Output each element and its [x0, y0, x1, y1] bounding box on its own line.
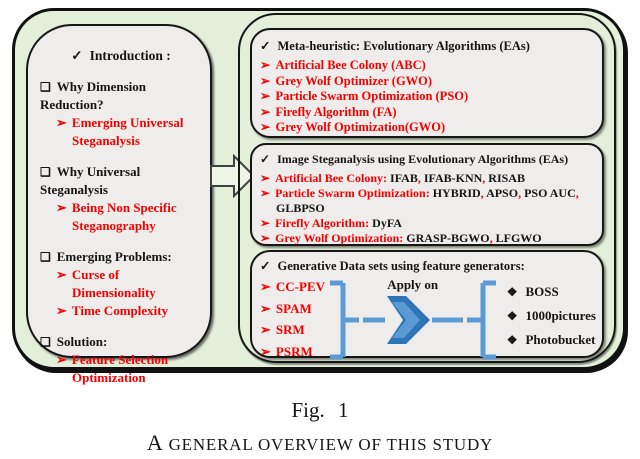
text-segment: Particle Swarm Optimization: — [275, 186, 433, 200]
datasets-flow-row — [260, 276, 596, 362]
steganalysis-item — [260, 231, 596, 246]
dataset-label: Photobucket — [525, 332, 596, 347]
text-segment: Grey Wolf Optimization: — [275, 231, 407, 245]
left-sections — [40, 78, 202, 387]
section-heading — [40, 163, 202, 199]
feature-generator-label: SPAM — [275, 300, 312, 316]
generative-datasets-box — [250, 250, 604, 358]
arrow-bullet-icon: ➢ — [260, 73, 271, 88]
apply-on-connector — [361, 276, 465, 349]
arrow-bullet-icon: ➢ — [56, 115, 67, 130]
arrow-bullet-icon: ➢ — [260, 216, 271, 230]
arrow-bullet-icon: ➢ — [260, 104, 271, 119]
dataset-item — [507, 328, 596, 352]
section-heading — [40, 333, 202, 351]
section-subitem — [40, 302, 202, 320]
algorithm-item — [260, 105, 596, 121]
algorithm-item-label: Firefly Algorithm (FA) — [275, 104, 397, 119]
left-section — [40, 78, 202, 150]
arrow-bullet-icon: ➢ — [56, 352, 67, 367]
check-icon: ✓ — [260, 152, 271, 166]
algorithm-item-label: Grey Wolf Optimization(GWO) — [275, 120, 446, 134]
feature-generator-label: CC-PEV — [275, 279, 326, 294]
square-bullet-icon: ❑ — [40, 335, 51, 349]
meta-heuristic-title — [260, 38, 596, 55]
arrow-bullet-icon: ➢ — [260, 322, 271, 337]
arrow-bullet-icon: ➢ — [260, 171, 271, 185]
text-segment: GRASP-BGWO — [406, 231, 490, 245]
arrow-bullet-icon: ➢ — [56, 267, 67, 282]
dataset-label: BOSS — [525, 284, 559, 299]
text-segment: IFAB — [390, 171, 418, 185]
text-segment: LFGWO — [495, 231, 542, 245]
section-subitem-label: Time Complexity — [71, 303, 169, 318]
introduction-title — [40, 48, 202, 64]
right-group-bracket-icon — [465, 280, 499, 360]
diamond-bullet-icon: ❖ — [506, 309, 518, 323]
algorithm-item-label: Particle Swarm Optimization (PSO) — [275, 89, 469, 103]
arrow-bullet-icon: ➢ — [260, 300, 271, 316]
feature-generator-item — [260, 319, 327, 341]
steganalysis-item — [260, 186, 596, 216]
text-segment: , — [480, 186, 487, 200]
section-heading — [40, 78, 202, 114]
section-heading-label: Why Universal Steganalysis — [40, 164, 141, 197]
dataset-list — [507, 276, 596, 352]
feature-generator-item — [260, 341, 327, 363]
arrow-bullet-icon: ➢ — [260, 89, 271, 103]
figure-label: Fig. 1 — [291, 398, 349, 422]
arrow-bullet-icon: ➢ — [260, 186, 271, 200]
image-steganalysis-title — [260, 151, 596, 168]
text-segment: , — [575, 186, 579, 200]
dataset-label: 1000pictures — [525, 308, 596, 323]
steganalysis-item — [260, 216, 596, 231]
left-section — [40, 333, 202, 387]
text-segment: DyFA — [372, 216, 402, 230]
arrow-bullet-icon: ➢ — [260, 279, 271, 294]
arrow-bullet-icon: ➢ — [260, 231, 271, 245]
feature-generator-label: PSRM — [275, 343, 313, 359]
introduction-title-label: Introduction : — [89, 48, 171, 63]
square-bullet-icon: ❑ — [40, 80, 51, 94]
apply-on-label: Apply on — [387, 277, 439, 292]
algorithm-item — [260, 58, 596, 74]
square-bullet-icon: ❑ — [40, 250, 51, 264]
steganalysis-item — [260, 171, 596, 186]
text-segment: , — [482, 171, 489, 185]
image-steganalysis-box — [250, 143, 604, 246]
feature-generator-list — [260, 276, 327, 362]
text-segment: , — [518, 186, 525, 200]
section-subitem — [40, 199, 202, 235]
image-steganalysis-title-label: Image Steganalysis using Evolutionary Algorithms (EAs) — [277, 152, 569, 166]
meta-heuristic-list — [260, 58, 596, 136]
section-subitem — [40, 114, 202, 150]
check-icon: ✓ — [71, 48, 83, 63]
text-segment: RISAB — [488, 171, 525, 185]
text-segment: IFAB-KNN — [423, 171, 483, 185]
image-steganalysis-list — [260, 171, 596, 246]
section-subitem — [40, 266, 202, 302]
text-segment: , — [489, 231, 496, 245]
introduction-panel — [26, 24, 212, 385]
section-heading-label: Why Dimension Reduction? — [40, 79, 146, 112]
meta-heuristic-title-label: Meta-heuristic: Evolutionary Algorithms (EAs) — [277, 39, 530, 53]
left-group-bracket-icon — [327, 280, 361, 360]
check-icon: ✓ — [260, 259, 271, 273]
check-icon: ✓ — [260, 39, 271, 53]
algorithm-item — [260, 120, 596, 136]
arrow-bullet-icon: ➢ — [260, 58, 271, 72]
section-subitem — [40, 351, 202, 387]
section-subitem-label: Feature Selection Optimization — [71, 352, 169, 385]
text-segment: PSO AUC — [524, 186, 576, 200]
generative-datasets-title — [260, 258, 596, 275]
text-segment: APSO — [486, 186, 519, 200]
text-segment: , — [417, 171, 424, 185]
feature-generator-label: SRM — [275, 322, 305, 337]
dataset-item — [507, 304, 596, 328]
figure-caption: A GENERAL OVERVIEW OF THIS STUDY — [146, 430, 494, 455]
section-heading-label: Solution: — [56, 334, 108, 349]
diamond-bullet-icon: ❖ — [506, 333, 518, 347]
left-section — [40, 248, 202, 320]
algorithm-item-label: Grey Wolf Optimizer (GWO) — [275, 73, 433, 88]
arrow-bullet-icon: ➢ — [260, 343, 271, 359]
section-subitem-label: Curse of Dimensionality — [71, 267, 156, 300]
section-heading-label: Emerging Problems: — [56, 249, 172, 264]
section-subitem-label: Being Non Specific Steganography — [71, 200, 177, 233]
text-segment: GLBPSO — [276, 201, 325, 215]
feature-generator-item — [260, 298, 327, 320]
feature-generator-item — [260, 276, 327, 298]
section-subitem-label: Emerging Universal Steganalysis — [71, 115, 184, 148]
arrow-bullet-icon: ➢ — [260, 120, 271, 134]
algorithm-item — [260, 74, 596, 90]
section-heading — [40, 248, 202, 266]
arrow-bullet-icon: ➢ — [56, 303, 67, 318]
chevron-arrow-icon — [361, 293, 465, 345]
meta-heuristic-box — [250, 28, 604, 138]
dataset-item — [507, 280, 596, 304]
text-segment: Artificial Bee Colony: — [275, 171, 391, 185]
arrow-bullet-icon: ➢ — [56, 200, 67, 215]
text-segment: Firefly Algorithm: — [275, 216, 373, 230]
algorithm-item — [260, 89, 596, 105]
left-section — [40, 163, 202, 235]
square-bullet-icon: ❑ — [40, 165, 51, 179]
generative-datasets-title-label: Generative Data sets using feature generators: — [277, 259, 525, 273]
algorithm-item-label: Artificial Bee Colony (ABC) — [275, 58, 426, 72]
diamond-bullet-icon: ❖ — [506, 285, 518, 299]
text-segment: HYBRID — [432, 186, 481, 200]
